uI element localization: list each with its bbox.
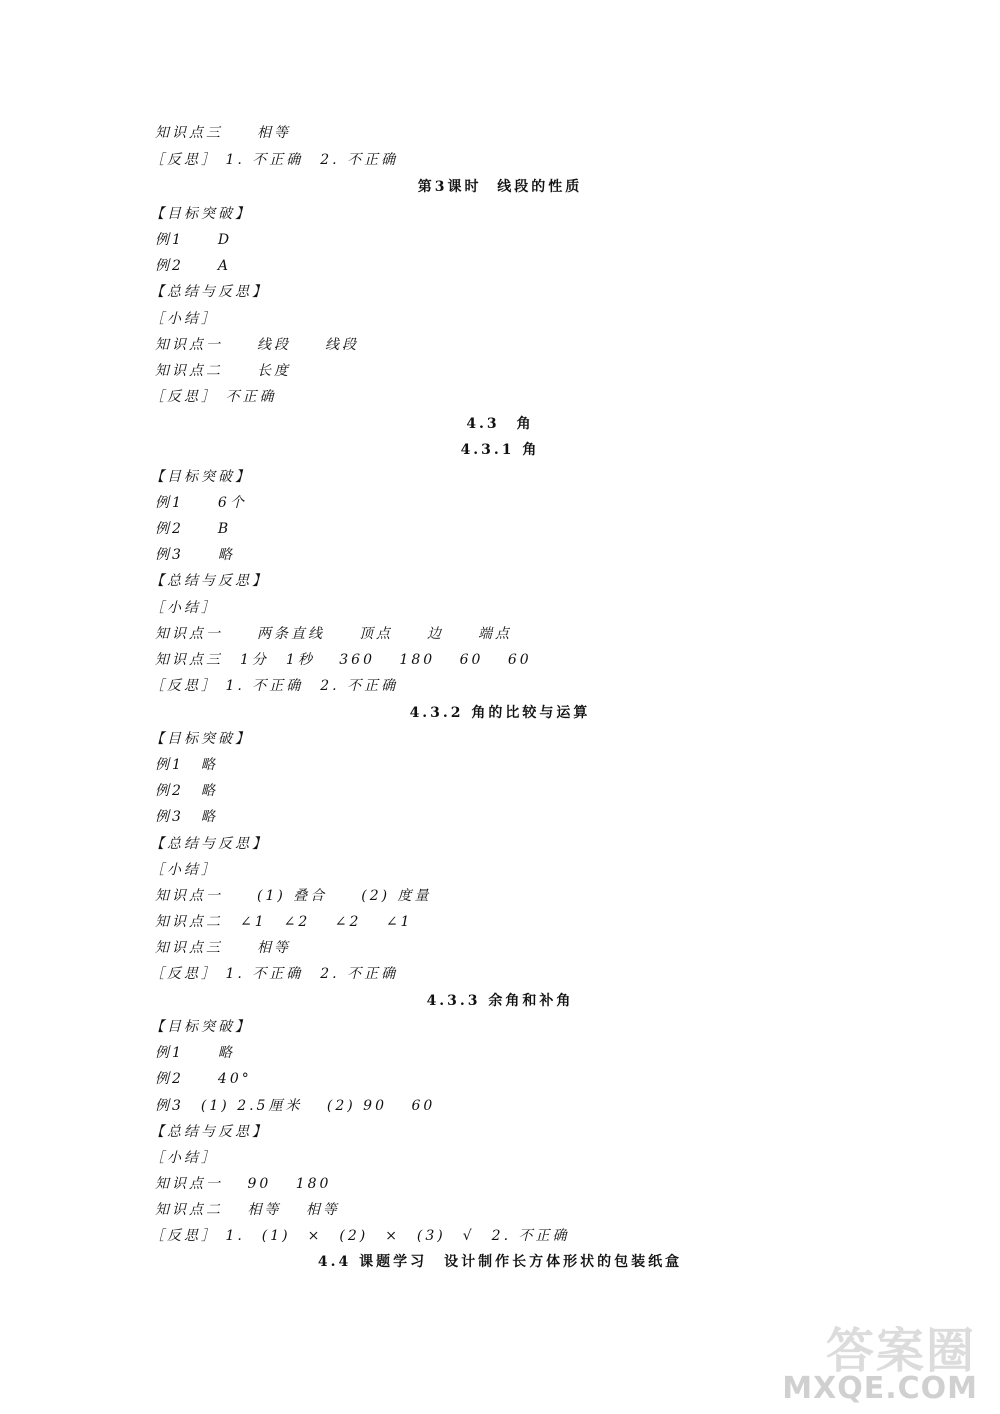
answer-line: 【目标突破】: [150, 731, 252, 747]
watermark-url: MXQE.COM: [782, 1371, 978, 1406]
answer-line: 知识点三 1分 1秒 360 180 60 60: [155, 652, 532, 668]
answer-line: 例2 A: [155, 258, 232, 274]
answer-line: ［反思］ 1. (1) × (2) × (3) √ 2. 不正确: [150, 1228, 570, 1244]
section-heading: 4.3.1 角: [460, 442, 540, 458]
answer-line: 例1 6个: [155, 495, 247, 511]
answer-line: 【目标突破】: [150, 206, 252, 222]
answer-line: 【目标突破】: [150, 1019, 252, 1035]
answer-line: ［反思］ 1. 不正确 2. 不正确: [150, 152, 399, 168]
watermark-text: 答案圈: [825, 1323, 976, 1379]
answer-line: 知识点二 ∠1 ∠2 ∠2 ∠1: [155, 914, 413, 930]
answer-line: 知识点二 长度: [155, 363, 291, 379]
answer-line: 知识点二 相等 相等: [155, 1202, 340, 1218]
answer-line: 例1 略: [155, 757, 218, 773]
answer-line: 例1 D: [155, 232, 233, 248]
answer-line: 知识点一 两条直线 顶点 边 端点: [155, 626, 512, 642]
answer-line: 例3 (1) 2.5厘米 (2) 90 60: [155, 1098, 436, 1114]
answer-line: 【目标突破】: [150, 469, 252, 485]
section-heading: 4.3.3 余角和补角: [426, 993, 574, 1009]
answer-line: 【总结与反思】: [150, 1124, 269, 1140]
answer-line: 例2 略: [155, 783, 218, 799]
answer-line: ［反思］ 不正确: [150, 389, 277, 405]
answer-line: ［小结］: [150, 862, 218, 878]
section-heading: 4.3.2 角的比较与运算: [409, 705, 591, 721]
answer-line: ［反思］ 1. 不正确 2. 不正确: [150, 678, 399, 694]
section-heading: 4.3 角: [466, 416, 534, 432]
answer-line: 例2 B: [155, 521, 232, 537]
answer-line: 【总结与反思】: [150, 573, 269, 589]
answer-line: 例2 40°: [155, 1071, 252, 1087]
answer-line: 知识点一 (1) 叠合 (2) 度量: [155, 888, 432, 904]
answer-line: 例3 略: [155, 809, 218, 825]
answer-line: 知识点一 90 180: [155, 1176, 332, 1192]
answer-line: 知识点一 线段 线段: [155, 337, 359, 353]
answer-line: 例1 略: [155, 1045, 235, 1061]
answer-line: 【总结与反思】: [150, 836, 269, 852]
answer-line: 知识点三 相等: [155, 940, 291, 956]
watermark-logo: [776, 1306, 986, 1406]
answer-line: ［小结］: [150, 311, 218, 327]
answer-line: 【总结与反思】: [150, 284, 269, 300]
answer-line: ［反思］ 1. 不正确 2. 不正确: [150, 966, 399, 982]
answer-line: ［小结］: [150, 600, 218, 616]
answer-line: 例3 略: [155, 547, 235, 563]
answer-line: ［小结］: [150, 1150, 218, 1166]
section-heading: 第3课时 线段的性质: [417, 179, 583, 195]
section-heading: 4.4 课题学习 设计制作长方体形状的包装纸盒: [317, 1254, 683, 1270]
answer-line: 知识点三 相等: [155, 125, 291, 141]
